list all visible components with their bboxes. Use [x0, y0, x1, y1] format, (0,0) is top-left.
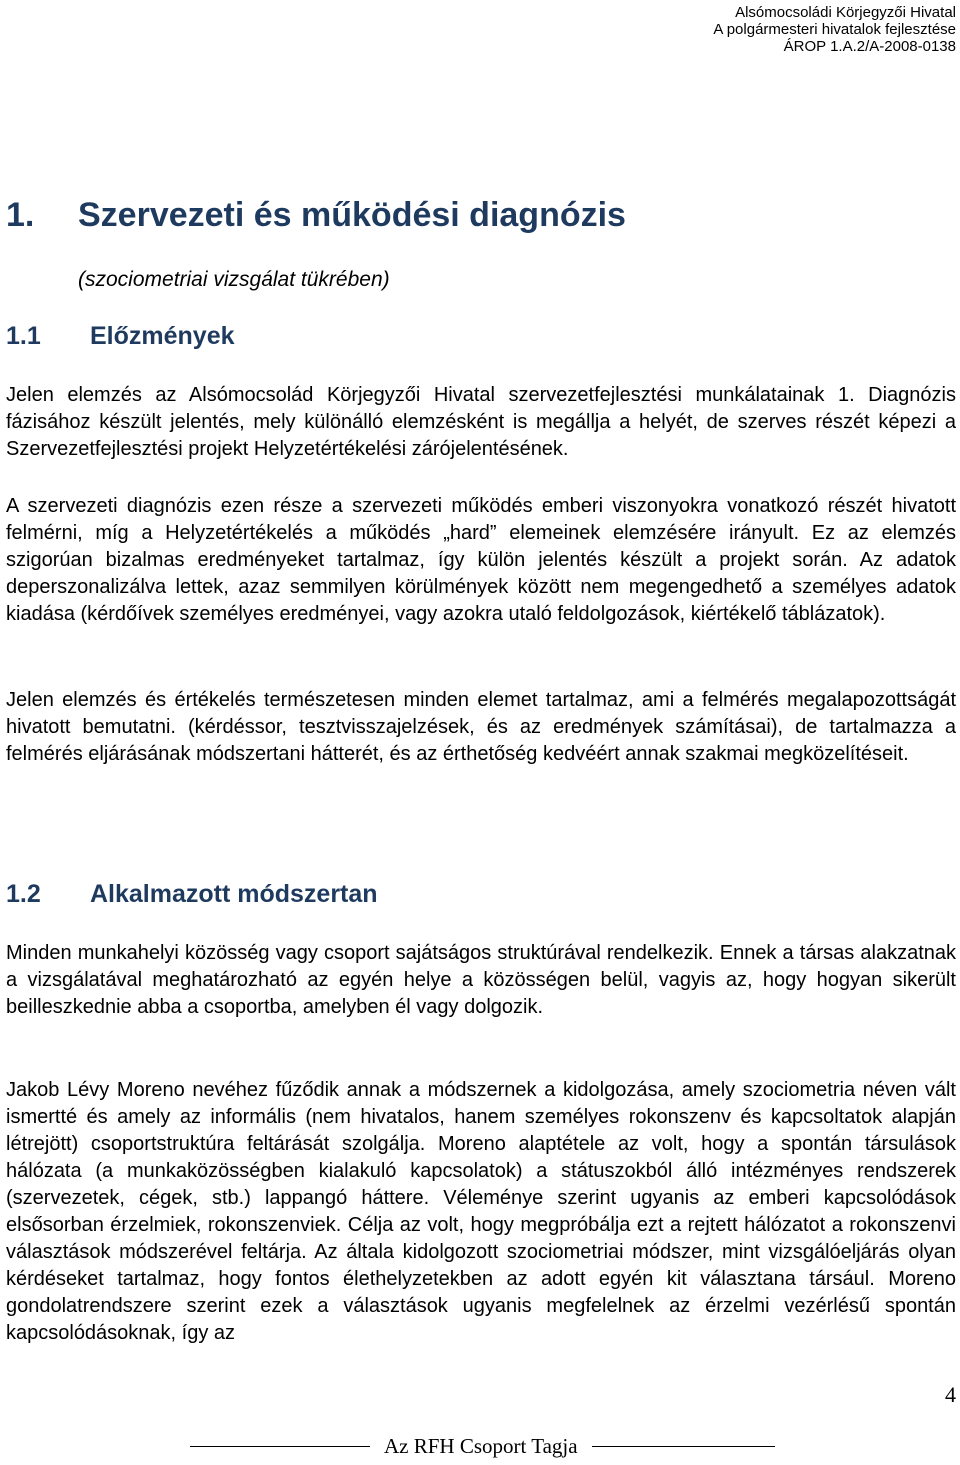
paragraph: Jelen elemzés az Alsómocsolád Körjegyzői Hivatal szervezetfejlesztési munkálatainak 1. Diagnózis fázisához készült jelentés, mely különálló elemzésként is megállja a helyét, de szerves részét képezi a Szervezetfejlesztési projekt Helyzetértékelési zárójelentésének. [6, 384, 956, 460]
footer-rule-right [592, 1446, 775, 1447]
section-1-number: 1. [6, 196, 35, 234]
header-office-name: Alsómocsoládi Körjegyzői Hivatal [735, 4, 956, 21]
section-1-1-number: 1.1 [6, 322, 41, 350]
section-1-1-title: Előzmények [90, 322, 235, 350]
page-header [713, 4, 956, 55]
section-1-subtitle: (szociometriai vizsgálat tükrében) [78, 268, 390, 291]
section-1-1-heading [6, 322, 235, 351]
footer-label: Az RFH Csoport Tagja [384, 1434, 578, 1458]
page-number: 4 [945, 1382, 956, 1407]
header-project-name: A polgármesteri hivatalok fejlesztése [713, 21, 956, 38]
footer-rule-left [190, 1446, 370, 1447]
paragraph: A szervezeti diagnózis ezen része a szervezeti működés emberi viszonyokra vonatkozó részét hivatott felmérni, míg a Helyzetértékelés a működés „hard” elemeinek elemzésére irányult. Ez az elemzés szigorúan bizalmas eredményeket tartalmaz, így külön jelentés készült a projekt során. Az adatok deperszonalizálva lettek, azaz semmilyen körülmények között nem megengedhető a személyes adatok kiadása (kérdőívek személyes eredményei, vagy azokra utaló feldolgozások, kiértékelő táblázatok). [6, 495, 956, 625]
section-1-heading [6, 196, 626, 235]
section-1-2-number: 1.2 [6, 880, 41, 908]
paragraph: Minden munkahelyi közösség vagy csoport sajátságos struktúrával rendelkezik. Ennek a társas alakzatnak a vizsgálatával meghatározható az egyén helye a közösségen belül, vagyis az, hogy hogyan sikerült beilleszkednie abba a csoportba, amelyben él vagy dolgozik. [6, 942, 956, 1018]
paragraph: Jelen elemzés és értékelés természetesen minden elemet tartalmaz, ami a felmérés megalapozottságát hivatott bemutatni. (kérdéssor, tesztvisszajelzések, és az eredmények számításai), de tartalmazza a felmérés eljárásának módszertani hátterét, és az érthetőség kedvéért annak szakmai megközelítéseit. [6, 689, 956, 765]
page-footer [0, 1432, 960, 1462]
section-1-2-heading [6, 880, 378, 909]
section-1-2-title: Alkalmazott módszertan [90, 880, 378, 908]
paragraph: Jakob Lévy Moreno nevéhez fűződik annak a módszernek a kidolgozása, amely szociometria néven vált ismertté és amely az informális (nem hivatalos, hanem személyes rokonszenv és kapcsoltatok alapján létrejött) csoportstruktúra feltárását szolgálja. Moreno alaptétele az volt, hogy a spontán társulások hálózata (a munkaközösségben kialakuló kapcsolatok) a státuszokból álló intézményes rendszerek (szervezetek, cégek, stb.) lappangó háttere. Véleménye szerint ugyanis az emberi kapcsolódások elsősorban érzelmiek, rokonszenviek. Célja az volt, hogy megpróbálja ezt a rejtett hálózatot a rokonszenvi választások módszerével feltárja. Az általa kidolgozott szociometriai módszer, mint vizsgálóeljárás olyan kérdéseket tartalmaz, hogy fontos élethelyzetekben az adott egyén kit választana társául. Moreno gondolatrendszere szerint ezek a választások ugyanis megfelelnek az érzelmi vezérlésű spontán kapcsolódásoknak, így az [6, 1079, 956, 1344]
section-1-title: Szervezeti és működési diagnózis [78, 196, 626, 234]
header-project-code: ÁROP 1.A.2/A-2008-0138 [783, 38, 956, 55]
